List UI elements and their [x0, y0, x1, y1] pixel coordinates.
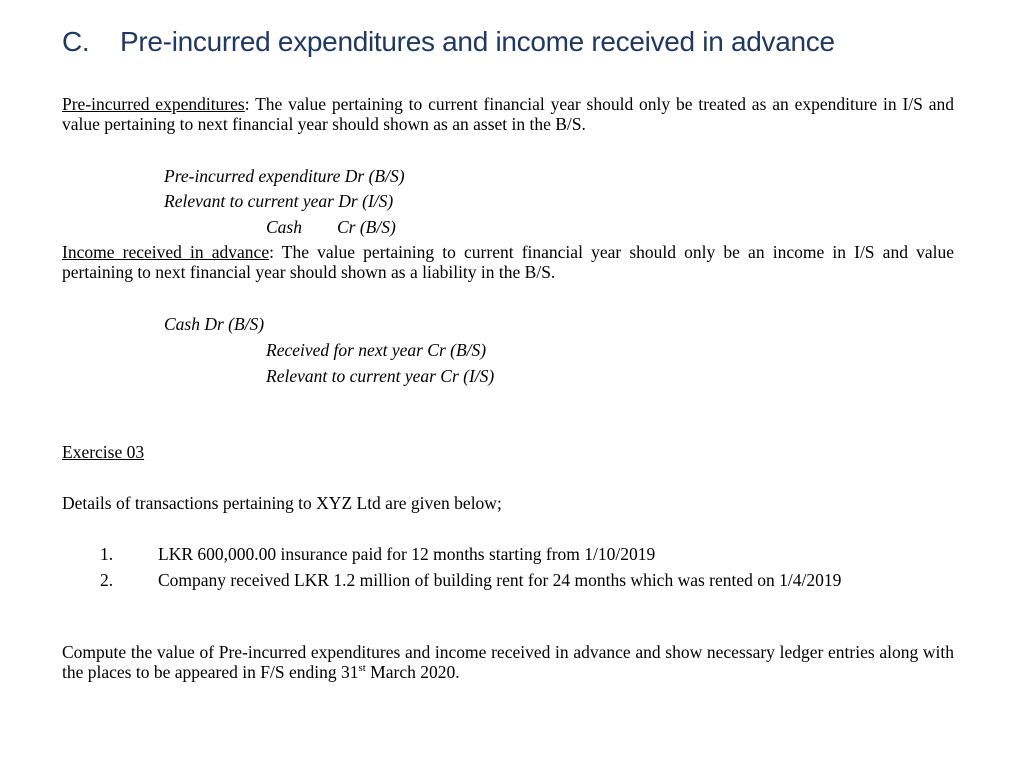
- entry-pre-incurred-dr: Pre-incurred expenditure Dr (B/S): [164, 166, 405, 186]
- exercise-question: [62, 642, 954, 682]
- income-advance-definition-text: : The value pertaining to current financial year should only be an income in I/S and value pertaining to next financial year should shown as a liability in the B/S.: [62, 242, 954, 282]
- list-text: Company received LKR 1.2 million of building rent for 24 months which was rented on 1/4/2019: [158, 570, 842, 590]
- list-number: 1.: [100, 544, 114, 564]
- section-title-text: Pre-incurred expenditures and income received in advance: [120, 26, 835, 57]
- entry-received-next-year-cr: Received for next year Cr (B/S): [266, 340, 487, 360]
- list-number: 2.: [100, 570, 114, 590]
- exercise-intro: Details of transactions pertaining to XYZ Ltd are given below;: [62, 493, 502, 513]
- pre-incurred-definition-text: : The value pertaining to current financial year should only be treated as an expenditure in I/S and value pertaining to next financial year should shown as an asset in the B/S.: [62, 94, 954, 134]
- entry-cash-cr: Cash Cr (B/S): [266, 217, 396, 237]
- question-text: Compute the value of Pre-incurred expenditures and income received in advance and show necessary ledger entries along with the places to be appeared in F/S ending 31: [62, 642, 954, 682]
- exercise-heading: Exercise 03: [62, 442, 145, 462]
- entry-cash-dr: Cash Dr (B/S): [164, 314, 265, 334]
- question-superscript: st: [358, 662, 366, 675]
- list-item: [62, 570, 954, 590]
- income-advance-term: Income received in advance: [62, 242, 270, 262]
- slide-title: [62, 26, 835, 58]
- question-text-end: March 2020.: [365, 662, 460, 682]
- list-text: LKR 600,000.00 insurance paid for 12 months starting from 1/10/2019: [158, 544, 656, 564]
- entry-relevant-current-cr: Relevant to current year Cr (I/S): [266, 366, 495, 386]
- income-advance-definition: [62, 242, 954, 282]
- pre-incurred-term: Pre-incurred expenditures: [62, 94, 245, 114]
- list-item: [62, 544, 954, 564]
- section-letter: C.: [62, 26, 90, 57]
- pre-incurred-definition: [62, 94, 954, 134]
- entry-relevant-current-dr: Relevant to current year Dr (I/S): [164, 191, 394, 211]
